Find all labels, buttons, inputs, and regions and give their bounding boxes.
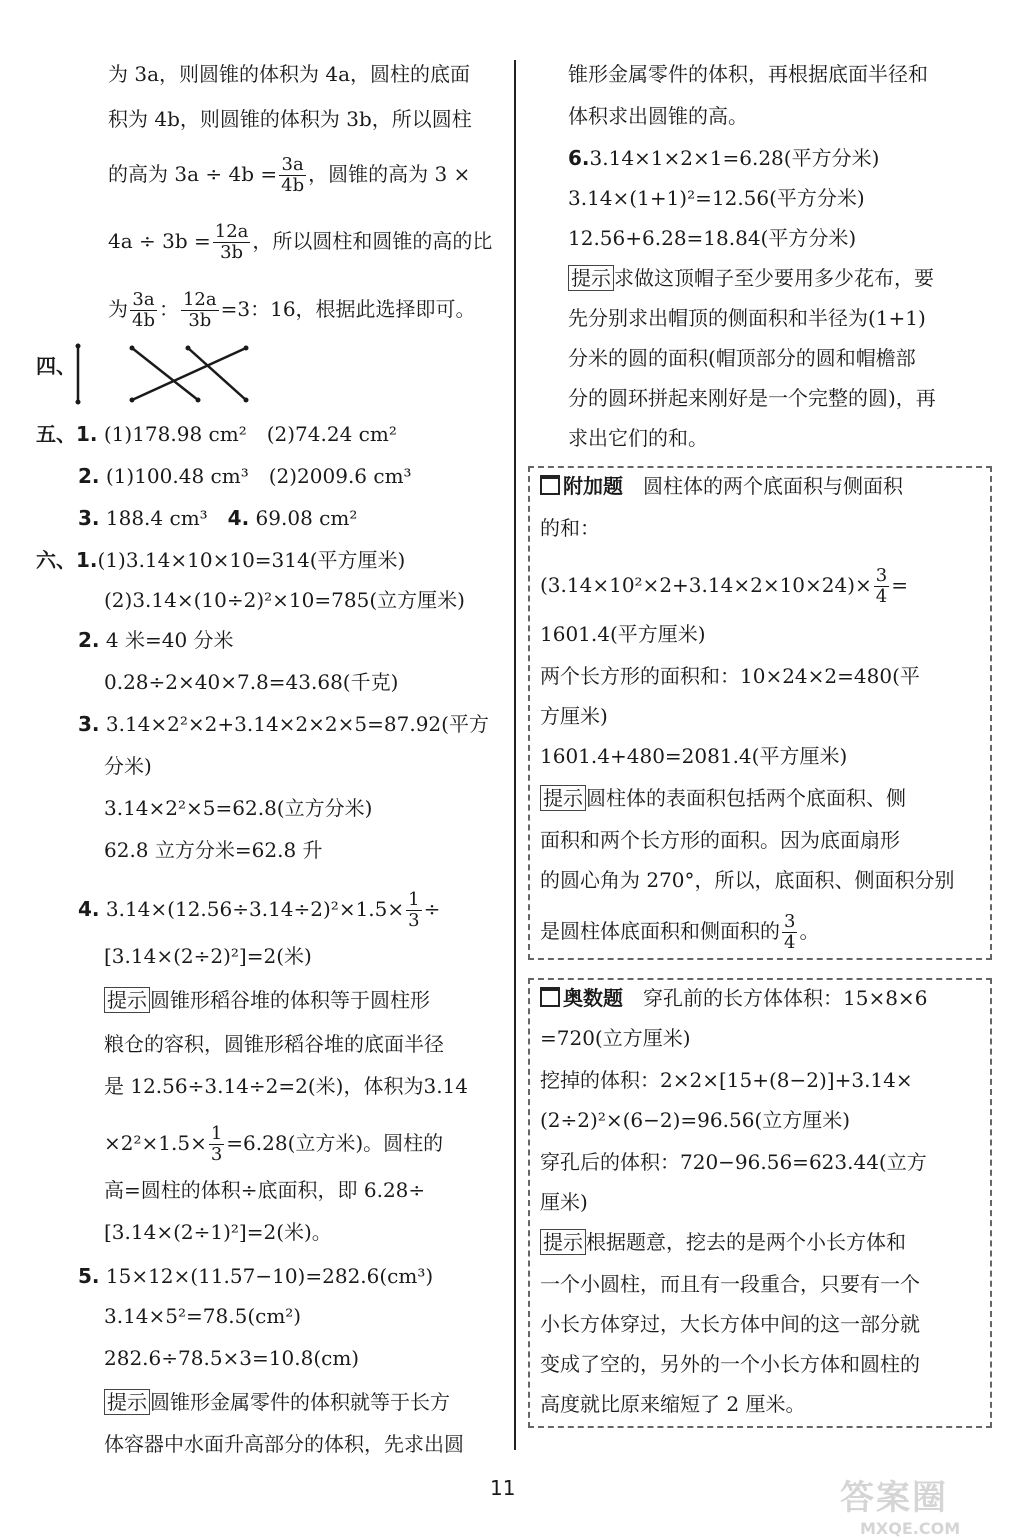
text-line: 厘米) bbox=[540, 1190, 588, 1214]
item-number: 6. bbox=[568, 146, 590, 170]
box-title: 奥数题 bbox=[563, 986, 623, 1010]
text-line bbox=[36, 420, 397, 448]
text-line: (2÷2)²×(6−2)=96.56(立方厘米) bbox=[540, 1108, 851, 1132]
text-line: 是 12.56÷3.14÷2=2(米)，体积为3.14 bbox=[104, 1074, 469, 1098]
fraction-numerator: 1 bbox=[408, 889, 420, 910]
item-number: 4. bbox=[227, 506, 250, 530]
box-title: 附加题 bbox=[563, 474, 623, 498]
text-line: 变成了空的，另外的一个小长方体和圆柱的 bbox=[540, 1352, 920, 1376]
text-line: 高度就比原来缩短了 2 厘米。 bbox=[540, 1392, 806, 1416]
text-span: ×2²×1.5× bbox=[104, 1131, 207, 1155]
text-line: 求出它们的和。 bbox=[568, 426, 708, 450]
item-number: 3. bbox=[78, 712, 100, 736]
text-line: 的圆心角为 270°，所以，底面积、侧面积分别 bbox=[540, 868, 955, 892]
dot bbox=[130, 346, 135, 351]
text-line bbox=[78, 626, 234, 654]
item-number: 2. bbox=[78, 464, 100, 488]
text-line: 12.56+6.28=18.84(平方分米) bbox=[568, 226, 857, 250]
text-line: 1601.4+480=2081.4(平方厘米) bbox=[540, 744, 848, 768]
fraction bbox=[209, 1124, 224, 1165]
text-line: 为 3a，则圆锥的体积为 4a，圆柱的底面 bbox=[108, 62, 471, 86]
text-line bbox=[78, 890, 440, 931]
text-span: 3.14×1×2×1=6.28(平方分米) bbox=[589, 146, 880, 170]
text-line: 1601.4(平方厘米) bbox=[540, 622, 706, 646]
fraction-numerator: 12a bbox=[214, 221, 249, 242]
text-line bbox=[540, 566, 908, 607]
text-line: 高=圆柱的体积÷底面积，即 6.28÷ bbox=[104, 1178, 426, 1202]
text-line bbox=[104, 1388, 450, 1416]
text-line bbox=[78, 462, 412, 490]
tip-label: 提示 bbox=[568, 265, 614, 291]
text-line: 62.8 立方分米=62.8 升 bbox=[104, 838, 323, 862]
text-line: (2)3.14×(10÷2)²×10=785(立方厘米) bbox=[104, 588, 465, 612]
text-line: 282.6÷78.5×3=10.8(cm) bbox=[104, 1346, 360, 1370]
text-line: 积为 4b，则圆锥的体积为 3b，所以圆柱 bbox=[108, 107, 472, 131]
text-span: 穿孔前的长方体体积：15×8×6 bbox=[643, 986, 928, 1010]
text-line: 3.14×5²=78.5(cm²) bbox=[104, 1304, 302, 1328]
watermark-sub: MXQE.COM bbox=[860, 1519, 961, 1538]
dot bbox=[76, 400, 81, 405]
tip-label: 提示 bbox=[104, 987, 150, 1013]
section-label: 五、1. bbox=[36, 422, 98, 446]
dot bbox=[76, 344, 81, 349]
fraction-denominator: 4 bbox=[875, 586, 888, 607]
text-span: 188.4 cm³ bbox=[105, 506, 208, 530]
fraction-denominator: 3 bbox=[408, 910, 420, 931]
text-span: ： bbox=[158, 297, 179, 321]
item-number: 4. bbox=[78, 897, 100, 921]
fraction bbox=[782, 912, 797, 953]
text-line bbox=[540, 912, 819, 953]
text-line: 先分别求出帽顶的侧面积和半径为(1+1) bbox=[568, 306, 926, 330]
fraction bbox=[406, 890, 421, 931]
text-span: =6.28(立方米)。圆柱的 bbox=[226, 1131, 444, 1155]
text-span: (3.14×10²×2+3.14×2×10×24)× bbox=[540, 573, 872, 597]
text-span: = bbox=[891, 573, 909, 597]
tip-label: 提示 bbox=[540, 1229, 586, 1255]
text-line: 一个小圆柱，而且有一段重合，只要有一个 bbox=[540, 1272, 920, 1296]
text-span: (1)100.48 cm³ (2)2009.6 cm³ bbox=[105, 464, 412, 488]
text-line: 两个长方形的面积和：10×24×2=480(平 bbox=[540, 664, 920, 688]
text-line bbox=[78, 710, 489, 738]
text-line: 分米的圆的面积(帽顶部分的圆和帽檐部 bbox=[568, 346, 916, 370]
text-line bbox=[108, 222, 492, 263]
fraction-numerator: 3 bbox=[784, 911, 796, 932]
section-label: 六、1. bbox=[36, 548, 98, 572]
text-line: 的和： bbox=[540, 516, 600, 540]
item-number: 5. bbox=[78, 1264, 100, 1288]
dot bbox=[186, 346, 191, 351]
text-span: 为 bbox=[108, 297, 128, 321]
text-line: 穿孔后的体积：720−96.56=623.44(立方 bbox=[540, 1150, 927, 1174]
text-span: 4a ÷ 3b = bbox=[108, 229, 211, 253]
tip-label: 提示 bbox=[540, 785, 586, 811]
text-span: 4 米=40 分米 bbox=[105, 628, 234, 652]
text-line bbox=[36, 546, 405, 574]
text-line bbox=[104, 1124, 443, 1165]
text-line: 3.14×2²×5=62.8(立方分米) bbox=[104, 796, 373, 820]
text-line: 面积和两个长方形的面积。因为底面扇形 bbox=[540, 828, 900, 852]
fraction-denominator: 4b bbox=[132, 310, 155, 331]
fraction-denominator: 4b bbox=[281, 175, 305, 196]
column-divider bbox=[514, 60, 516, 1450]
text-line bbox=[540, 1228, 906, 1256]
tip-label: 提示 bbox=[104, 1389, 150, 1415]
fraction-denominator: 4 bbox=[784, 932, 796, 953]
text-line: 0.28÷2×40×7.8=43.68(千克) bbox=[104, 670, 399, 694]
text-line: 方厘米) bbox=[540, 704, 608, 728]
fraction-numerator: 3 bbox=[875, 565, 888, 586]
text-span: 3.14×2²×2+3.14×2×2×5=87.92(平方 bbox=[105, 712, 489, 736]
item-number: 3. bbox=[78, 506, 100, 530]
text-line: 粮仓的容积，圆锥形稻谷堆的底面半径 bbox=[104, 1032, 444, 1056]
fraction-numerator: 12a bbox=[182, 289, 217, 310]
item-number: 2. bbox=[78, 628, 100, 652]
text-line: 3.14×(1+1)²=12.56(平方分米) bbox=[568, 186, 865, 210]
text-line bbox=[108, 290, 476, 331]
text-line: 体积求出圆锥的高。 bbox=[568, 104, 748, 128]
text-line bbox=[540, 472, 903, 500]
fraction bbox=[213, 222, 251, 263]
text-span: (1)178.98 cm² (2)74.24 cm² bbox=[103, 422, 397, 446]
fraction-denominator: 3 bbox=[210, 1144, 223, 1165]
fraction-numerator: 3a bbox=[130, 290, 157, 311]
text-line bbox=[568, 144, 879, 172]
text-span: 圆锥形稻谷堆的体积等于圆柱形 bbox=[150, 988, 430, 1012]
text-line bbox=[104, 986, 430, 1014]
text-span: 是圆柱体底面积和侧面积的 bbox=[540, 919, 780, 943]
text-line: =720(立方厘米) bbox=[540, 1026, 691, 1050]
text-line: 挖掉的体积：2×2×[15+(8−2)]+3.14× bbox=[540, 1068, 913, 1092]
text-line bbox=[78, 1262, 433, 1290]
page-number: 11 bbox=[490, 1476, 516, 1500]
text-line bbox=[568, 264, 934, 292]
text-span: 。 bbox=[799, 919, 820, 943]
fraction bbox=[874, 566, 889, 607]
section-label: 四、 bbox=[36, 354, 76, 378]
matching-lines-diagram bbox=[70, 340, 260, 410]
watermark-logo bbox=[840, 1470, 1000, 1538]
text-line bbox=[540, 984, 927, 1012]
text-span: 15×12×(11.57−10)=282.6(cm³) bbox=[105, 1264, 434, 1288]
text-line: [3.14×(2÷2)²]=2(米) bbox=[104, 944, 312, 968]
text-line: 锥形金属零件的体积，再根据底面半径和 bbox=[568, 62, 928, 86]
watermark-text: 答案圈 bbox=[840, 1478, 948, 1518]
book-icon bbox=[540, 987, 560, 1007]
text-span: ÷ bbox=[423, 897, 441, 921]
dot bbox=[196, 398, 201, 403]
text-span: 圆锥形金属零件的体积就等于长方 bbox=[150, 1390, 450, 1414]
fraction-numerator: 1 bbox=[210, 1123, 223, 1144]
fraction bbox=[279, 155, 306, 196]
book-icon bbox=[540, 475, 560, 495]
text-span: =3：16，根据此选择即可。 bbox=[220, 297, 476, 321]
text-span: ，圆锥的高为 3 × bbox=[308, 162, 471, 186]
fraction bbox=[130, 290, 157, 331]
text-span: ，所以圆柱和圆锥的高的比 bbox=[252, 229, 493, 253]
dot bbox=[130, 398, 135, 403]
text-line: 体容器中水面升高部分的体积，先求出圆 bbox=[104, 1432, 464, 1456]
cross-line bbox=[188, 348, 246, 400]
text-span: 根据题意，挖去的是两个小长方体和 bbox=[586, 1230, 906, 1254]
dot bbox=[244, 346, 249, 351]
dot bbox=[244, 398, 249, 403]
text-span: 圆柱体的表面积包括两个底面积、侧 bbox=[586, 786, 906, 810]
fraction bbox=[181, 290, 219, 331]
text-span: 的高为 3a ÷ 4b = bbox=[108, 162, 278, 186]
text-line: [3.14×(2÷1)²]=2(米)。 bbox=[104, 1220, 332, 1244]
fraction-denominator: 3b bbox=[220, 242, 244, 263]
text-span: 求做这顶帽子至少要用多少花布，要 bbox=[614, 266, 934, 290]
text-line: 分米) bbox=[104, 754, 152, 778]
fraction-denominator: 3b bbox=[188, 310, 212, 331]
text-span: (1)3.14×10×10=314(平方厘米) bbox=[97, 548, 406, 572]
text-line bbox=[108, 155, 470, 196]
text-span: 69.08 cm² bbox=[255, 506, 358, 530]
text-line: 小长方体穿过，大长方体中间的这一部分就 bbox=[540, 1312, 920, 1336]
text-span: 3.14×(12.56÷3.14÷2)²×1.5× bbox=[105, 897, 405, 921]
text-line bbox=[78, 504, 357, 532]
text-span: 圆柱体的两个底面积与侧面积 bbox=[643, 474, 903, 498]
text-line bbox=[540, 784, 906, 812]
fraction-numerator: 3a bbox=[279, 155, 306, 176]
text-line: 分的圆环拼起来刚好是一个完整的圆)，再 bbox=[568, 386, 936, 410]
